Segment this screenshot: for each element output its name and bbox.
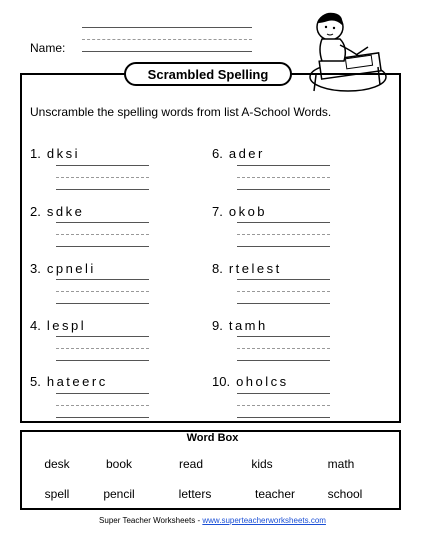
worksheet-title: Scrambled Spelling <box>124 62 292 86</box>
answer-line-7a[interactable] <box>237 222 330 223</box>
scrambled-word: cpneli <box>46 261 96 276</box>
answer-line-2a[interactable] <box>56 222 149 223</box>
word-box-word: letters <box>178 487 212 501</box>
scrambled-word: okob <box>228 204 268 219</box>
word-box-word: math <box>327 457 355 471</box>
answer-line-5a[interactable] <box>56 393 149 394</box>
scrambled-word: lespl <box>46 318 87 333</box>
answer-dash-4 <box>56 348 149 349</box>
word-box-title: Word Box <box>186 432 239 444</box>
answer-line-9a[interactable] <box>237 336 330 337</box>
answer-line-3a[interactable] <box>56 279 149 280</box>
item-number: 8. <box>212 261 223 276</box>
answer-line-1b[interactable] <box>56 189 149 190</box>
word-box-word: desk <box>44 457 70 471</box>
item-8 <box>212 261 282 276</box>
item-7 <box>212 204 267 219</box>
answer-line-8b[interactable] <box>237 303 330 304</box>
worksheet-box <box>20 73 401 423</box>
answer-dash-10 <box>237 405 330 406</box>
name-field[interactable] <box>82 51 252 52</box>
scrambled-word: tamh <box>228 318 268 333</box>
item-10 <box>212 374 289 389</box>
footer-link[interactable]: www.superteacherworksheets.com <box>202 516 326 525</box>
item-number: 2. <box>30 204 41 219</box>
answer-dash-1 <box>56 177 149 178</box>
scrambled-word: dksi <box>46 146 80 161</box>
answer-dash-6 <box>237 177 330 178</box>
word-box-word: school <box>327 487 363 501</box>
item-2 <box>30 204 84 219</box>
answer-line-9b[interactable] <box>237 360 330 361</box>
word-box-word: kids <box>251 457 273 471</box>
footer <box>0 516 425 525</box>
answer-dash-9 <box>237 348 330 349</box>
word-box-word: pencil <box>103 487 135 501</box>
answer-dash-2 <box>56 234 149 235</box>
item-1 <box>30 146 80 161</box>
answer-line-10a[interactable] <box>237 393 330 394</box>
answer-line-1a[interactable] <box>56 165 149 166</box>
footer-text: Super Teacher Worksheets - <box>99 516 203 525</box>
item-number: 9. <box>212 318 223 333</box>
item-3 <box>30 261 96 276</box>
name-dashed-line <box>82 39 252 40</box>
word-box-word: read <box>178 457 204 471</box>
answer-dash-3 <box>56 291 149 292</box>
answer-dash-7 <box>237 234 330 235</box>
item-4 <box>30 318 86 333</box>
word-box-word: book <box>105 457 133 471</box>
answer-line-3b[interactable] <box>56 303 149 304</box>
item-9 <box>212 318 268 333</box>
item-number: 1. <box>30 146 41 161</box>
item-5 <box>30 374 108 389</box>
answer-dash-5 <box>56 405 149 406</box>
scrambled-word: hateerc <box>46 374 108 389</box>
item-number: 3. <box>30 261 41 276</box>
scrambled-word: sdke <box>46 204 85 219</box>
item-6 <box>212 146 265 161</box>
name-label: Name: <box>30 41 66 55</box>
scrambled-word: rtelest <box>228 261 282 276</box>
answer-line-4b[interactable] <box>56 360 149 361</box>
answer-line-6a[interactable] <box>237 165 330 166</box>
answer-line-2b[interactable] <box>56 246 149 247</box>
name-top-line <box>82 27 252 28</box>
word-box-word: teacher <box>254 487 296 501</box>
answer-line-5b[interactable] <box>56 417 149 418</box>
item-number: 10. <box>212 374 231 389</box>
answer-line-6b[interactable] <box>237 189 330 190</box>
item-number: 6. <box>212 146 223 161</box>
answer-line-7b[interactable] <box>237 246 330 247</box>
scrambled-word: oholcs <box>236 374 289 389</box>
item-number: 5. <box>30 374 41 389</box>
answer-line-10b[interactable] <box>237 417 330 418</box>
item-number: 7. <box>212 204 223 219</box>
word-box-word: spell <box>44 487 70 501</box>
instructions: Unscramble the spelling words from list A-School Words. <box>30 105 332 119</box>
answer-line-8a[interactable] <box>237 279 330 280</box>
answer-line-4a[interactable] <box>56 336 149 337</box>
answer-dash-8 <box>237 291 330 292</box>
item-number: 4. <box>30 318 41 333</box>
scrambled-word: ader <box>228 146 265 161</box>
